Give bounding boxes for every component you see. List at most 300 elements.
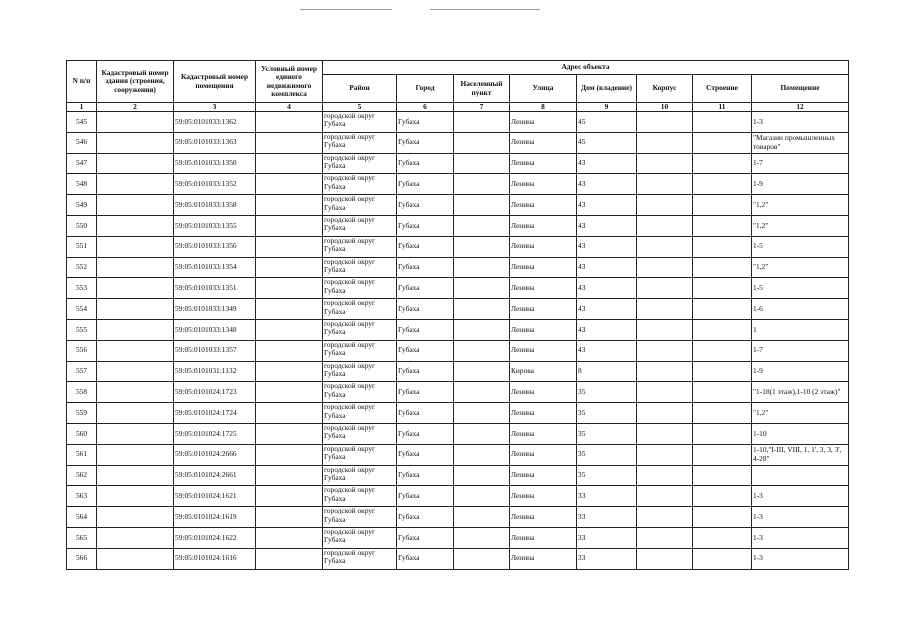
cell-korpus bbox=[637, 236, 693, 257]
cell-korpus bbox=[637, 423, 693, 444]
cell-room-cadastral: 59:05:0101031:1132 bbox=[174, 361, 256, 382]
cell-city: Губаха bbox=[397, 257, 454, 278]
cell-city: Губаха bbox=[397, 465, 454, 486]
table-row bbox=[67, 153, 849, 174]
cell-city: Губаха bbox=[397, 236, 454, 257]
cell-street: Ленина bbox=[510, 195, 577, 216]
cell-street: Ленина bbox=[510, 236, 577, 257]
cell-room: "1,2" bbox=[752, 257, 849, 278]
cell-korpus bbox=[637, 340, 693, 361]
cell-house: 43 bbox=[577, 299, 637, 320]
cell-street: Кирова bbox=[510, 361, 577, 382]
cell-city: Губаха bbox=[397, 548, 454, 569]
table-row bbox=[67, 548, 849, 569]
cell-conditional-number bbox=[256, 465, 323, 486]
cell-conditional-number bbox=[256, 403, 323, 424]
cell-room-cadastral: 59:05:0101033:1363 bbox=[174, 132, 256, 153]
table-row bbox=[67, 486, 849, 507]
cell-building bbox=[693, 112, 752, 133]
cell-number: 564 bbox=[67, 507, 97, 528]
cell-conditional-number bbox=[256, 112, 323, 133]
cell-room-cadastral: 59:05:0101033:1355 bbox=[174, 215, 256, 236]
cell-conditional-number bbox=[256, 444, 323, 465]
cell-korpus bbox=[637, 507, 693, 528]
cell-korpus bbox=[637, 278, 693, 299]
cell-room: 1-3 bbox=[752, 112, 849, 133]
cell-city: Губаха bbox=[397, 340, 454, 361]
cell-conditional-number bbox=[256, 132, 323, 153]
cell-house: 35 bbox=[577, 444, 637, 465]
cell-room-cadastral: 59:05:0101024:1724 bbox=[174, 403, 256, 424]
cell-conditional-number bbox=[256, 174, 323, 195]
column-number: 3 bbox=[174, 103, 256, 112]
cell-street: Ленина bbox=[510, 403, 577, 424]
cell-district: городской округ Губаха bbox=[323, 382, 397, 403]
cell-street: Ленина bbox=[510, 132, 577, 153]
table-row bbox=[67, 527, 849, 548]
cell-district: городской округ Губаха bbox=[323, 319, 397, 340]
cell-district: городской округ Губаха bbox=[323, 486, 397, 507]
header-city: Город bbox=[397, 75, 454, 103]
cell-building bbox=[693, 174, 752, 195]
cell-building-cadastral bbox=[97, 174, 174, 195]
cell-number: 562 bbox=[67, 465, 97, 486]
cell-district: городской округ Губаха bbox=[323, 361, 397, 382]
cell-street: Ленина bbox=[510, 382, 577, 403]
table-row bbox=[67, 361, 849, 382]
cell-number: 550 bbox=[67, 215, 97, 236]
table-row bbox=[67, 382, 849, 403]
cell-korpus bbox=[637, 465, 693, 486]
header-building: Строение bbox=[693, 75, 752, 103]
table-row bbox=[67, 236, 849, 257]
cell-conditional-number bbox=[256, 548, 323, 569]
cell-building-cadastral bbox=[97, 236, 174, 257]
cell-building-cadastral bbox=[97, 319, 174, 340]
cell-building bbox=[693, 507, 752, 528]
cell-settlement bbox=[454, 340, 510, 361]
cell-house: 35 bbox=[577, 382, 637, 403]
cell-district: городской округ Губаха bbox=[323, 403, 397, 424]
cell-district: городской округ Губаха bbox=[323, 507, 397, 528]
table-row bbox=[67, 507, 849, 528]
cell-house: 8 bbox=[577, 361, 637, 382]
cell-street: Ленина bbox=[510, 319, 577, 340]
cell-conditional-number bbox=[256, 527, 323, 548]
cell-room: "Магазин промышленных товаров" bbox=[752, 132, 849, 153]
cell-district: городской округ Губаха bbox=[323, 340, 397, 361]
header-room: Помещение bbox=[752, 75, 849, 103]
cell-house: 43 bbox=[577, 340, 637, 361]
cell-number: 553 bbox=[67, 278, 97, 299]
cell-settlement bbox=[454, 486, 510, 507]
cell-house: 43 bbox=[577, 153, 637, 174]
cell-room-cadastral: 59:05:0101024:2661 bbox=[174, 465, 256, 486]
cell-house: 43 bbox=[577, 278, 637, 299]
cell-building-cadastral bbox=[97, 444, 174, 465]
cell-building bbox=[693, 403, 752, 424]
scan-line-right bbox=[430, 9, 540, 10]
cell-conditional-number bbox=[256, 153, 323, 174]
cell-number: 549 bbox=[67, 195, 97, 216]
cell-conditional-number bbox=[256, 423, 323, 444]
header-house: Дом (владение) bbox=[577, 75, 637, 103]
cell-room-cadastral: 59:05:0101024:2666 bbox=[174, 444, 256, 465]
cell-building bbox=[693, 423, 752, 444]
cell-district: городской округ Губаха bbox=[323, 215, 397, 236]
cell-city: Губаха bbox=[397, 215, 454, 236]
cell-district: городской округ Губаха bbox=[323, 423, 397, 444]
cell-room-cadastral: 59:05:0101024:1621 bbox=[174, 486, 256, 507]
table-row bbox=[67, 215, 849, 236]
cell-korpus bbox=[637, 403, 693, 424]
cell-number: 546 bbox=[67, 132, 97, 153]
cell-city: Губаха bbox=[397, 423, 454, 444]
cell-room-cadastral: 59:05:0101033:1352 bbox=[174, 174, 256, 195]
cell-city: Губаха bbox=[397, 278, 454, 299]
cell-house: 35 bbox=[577, 465, 637, 486]
cell-building-cadastral bbox=[97, 423, 174, 444]
cell-street: Ленина bbox=[510, 444, 577, 465]
cell-room: 1-5 bbox=[752, 278, 849, 299]
cell-district: городской округ Губаха bbox=[323, 278, 397, 299]
cell-house: 33 bbox=[577, 527, 637, 548]
cell-conditional-number bbox=[256, 319, 323, 340]
cell-settlement bbox=[454, 299, 510, 320]
cell-number: 556 bbox=[67, 340, 97, 361]
table-row bbox=[67, 444, 849, 465]
cell-korpus bbox=[637, 132, 693, 153]
cell-district: городской округ Губаха bbox=[323, 465, 397, 486]
cell-building bbox=[693, 153, 752, 174]
cell-number: 565 bbox=[67, 527, 97, 548]
cell-room: 1-3 bbox=[752, 548, 849, 569]
cell-building-cadastral bbox=[97, 403, 174, 424]
cell-korpus bbox=[637, 382, 693, 403]
cell-settlement bbox=[454, 195, 510, 216]
cell-building-cadastral bbox=[97, 382, 174, 403]
header-korpus: Корпус bbox=[637, 75, 693, 103]
cell-korpus bbox=[637, 361, 693, 382]
column-number: 1 bbox=[67, 103, 97, 112]
cell-street: Ленина bbox=[510, 112, 577, 133]
cell-street: Ленина bbox=[510, 278, 577, 299]
header-room-cadastral: Кадастровый номер помещения bbox=[174, 61, 256, 103]
cell-city: Губаха bbox=[397, 153, 454, 174]
table-row bbox=[67, 132, 849, 153]
cell-street: Ленина bbox=[510, 153, 577, 174]
cell-room: 1-5 bbox=[752, 236, 849, 257]
column-number: 6 bbox=[397, 103, 454, 112]
cell-korpus bbox=[637, 195, 693, 216]
cell-number: 551 bbox=[67, 236, 97, 257]
column-number-row bbox=[67, 103, 849, 112]
cell-district: городской округ Губаха bbox=[323, 236, 397, 257]
cell-street: Ленина bbox=[510, 507, 577, 528]
table-row bbox=[67, 174, 849, 195]
cell-conditional-number bbox=[256, 299, 323, 320]
cell-settlement bbox=[454, 215, 510, 236]
cell-building bbox=[693, 444, 752, 465]
cell-conditional-number bbox=[256, 382, 323, 403]
cell-building-cadastral bbox=[97, 195, 174, 216]
cell-building-cadastral bbox=[97, 299, 174, 320]
cell-conditional-number bbox=[256, 340, 323, 361]
cell-room-cadastral: 59:05:0101033:1349 bbox=[174, 299, 256, 320]
cell-building bbox=[693, 382, 752, 403]
cell-house: 35 bbox=[577, 403, 637, 424]
cell-number: 545 bbox=[67, 112, 97, 133]
cell-room-cadastral: 59:05:0101024:1616 bbox=[174, 548, 256, 569]
cell-district: городской округ Губаха bbox=[323, 299, 397, 320]
cell-city: Губаха bbox=[397, 507, 454, 528]
cell-street: Ленина bbox=[510, 257, 577, 278]
cell-korpus bbox=[637, 299, 693, 320]
cell-conditional-number bbox=[256, 215, 323, 236]
table-header bbox=[67, 61, 849, 112]
header-conditional-number: Условный номер единого недвижимого комплекса bbox=[256, 61, 323, 103]
cell-room: "1,2" bbox=[752, 403, 849, 424]
cell-building-cadastral bbox=[97, 507, 174, 528]
cell-settlement bbox=[454, 548, 510, 569]
cell-number: 555 bbox=[67, 319, 97, 340]
cell-settlement bbox=[454, 527, 510, 548]
cell-room-cadastral: 59:05:0101033:1356 bbox=[174, 236, 256, 257]
scan-line-left bbox=[300, 9, 392, 10]
cell-building-cadastral bbox=[97, 257, 174, 278]
cell-city: Губаха bbox=[397, 527, 454, 548]
cell-number: 561 bbox=[67, 444, 97, 465]
cell-district: городской округ Губаха bbox=[323, 112, 397, 133]
cell-street: Ленина bbox=[510, 174, 577, 195]
cell-settlement bbox=[454, 423, 510, 444]
cell-room: 1-7 bbox=[752, 153, 849, 174]
cell-building bbox=[693, 257, 752, 278]
cell-street: Ленина bbox=[510, 340, 577, 361]
cell-building-cadastral bbox=[97, 132, 174, 153]
header-street: Улица bbox=[510, 75, 577, 103]
cell-building-cadastral bbox=[97, 361, 174, 382]
cell-settlement bbox=[454, 382, 510, 403]
cell-city: Губаха bbox=[397, 132, 454, 153]
cell-korpus bbox=[637, 486, 693, 507]
cell-building-cadastral bbox=[97, 548, 174, 569]
cell-korpus bbox=[637, 319, 693, 340]
cell-room: 1 bbox=[752, 319, 849, 340]
cell-district: городской округ Губаха bbox=[323, 132, 397, 153]
cell-room-cadastral: 59:05:0101033:1362 bbox=[174, 112, 256, 133]
cell-street: Ленина bbox=[510, 299, 577, 320]
cell-house: 45 bbox=[577, 112, 637, 133]
header-address: Адрес объекта bbox=[323, 61, 849, 75]
column-number: 8 bbox=[510, 103, 577, 112]
cell-district: городской округ Губаха bbox=[323, 548, 397, 569]
cell-conditional-number bbox=[256, 361, 323, 382]
column-number: 5 bbox=[323, 103, 397, 112]
table-row bbox=[67, 340, 849, 361]
column-number: 4 bbox=[256, 103, 323, 112]
table-row bbox=[67, 195, 849, 216]
cell-building bbox=[693, 236, 752, 257]
cell-building-cadastral bbox=[97, 340, 174, 361]
cell-city: Губаха bbox=[397, 174, 454, 195]
column-number: 9 bbox=[577, 103, 637, 112]
cell-room-cadastral: 59:05:0101033:1351 bbox=[174, 278, 256, 299]
cell-settlement bbox=[454, 444, 510, 465]
cell-conditional-number bbox=[256, 278, 323, 299]
cell-house: 43 bbox=[577, 195, 637, 216]
cell-building bbox=[693, 361, 752, 382]
cell-number: 554 bbox=[67, 299, 97, 320]
cell-number: 560 bbox=[67, 423, 97, 444]
property-table bbox=[66, 60, 849, 570]
cell-korpus bbox=[637, 112, 693, 133]
cell-korpus bbox=[637, 548, 693, 569]
cell-city: Губаха bbox=[397, 486, 454, 507]
cell-house: 35 bbox=[577, 423, 637, 444]
cell-house: 33 bbox=[577, 548, 637, 569]
cell-korpus bbox=[637, 215, 693, 236]
cell-number: 548 bbox=[67, 174, 97, 195]
cell-building bbox=[693, 132, 752, 153]
table-row bbox=[67, 299, 849, 320]
cell-room: 1-7 bbox=[752, 340, 849, 361]
header-num: N п/п bbox=[67, 61, 97, 103]
cell-district: городской округ Губаха bbox=[323, 444, 397, 465]
cell-street: Ленина bbox=[510, 465, 577, 486]
cell-house: 33 bbox=[577, 486, 637, 507]
cell-room: 1-3 bbox=[752, 527, 849, 548]
cell-settlement bbox=[454, 507, 510, 528]
cell-building-cadastral bbox=[97, 112, 174, 133]
cell-room-cadastral: 59:05:0101033:1348 bbox=[174, 319, 256, 340]
cell-street: Ленина bbox=[510, 423, 577, 444]
cell-city: Губаха bbox=[397, 195, 454, 216]
cell-settlement bbox=[454, 403, 510, 424]
cell-city: Губаха bbox=[397, 112, 454, 133]
column-number: 7 bbox=[454, 103, 510, 112]
cell-room: 1-3 bbox=[752, 507, 849, 528]
cell-number: 552 bbox=[67, 257, 97, 278]
cell-building bbox=[693, 548, 752, 569]
cell-korpus bbox=[637, 444, 693, 465]
header-district: Район bbox=[323, 75, 397, 103]
property-register-sheet bbox=[66, 60, 848, 570]
table-row bbox=[67, 423, 849, 444]
cell-room: 1-10 bbox=[752, 423, 849, 444]
cell-number: 559 bbox=[67, 403, 97, 424]
cell-number: 563 bbox=[67, 486, 97, 507]
cell-conditional-number bbox=[256, 236, 323, 257]
cell-building bbox=[693, 195, 752, 216]
cell-settlement bbox=[454, 465, 510, 486]
cell-korpus bbox=[637, 257, 693, 278]
table-row bbox=[67, 112, 849, 133]
cell-building-cadastral bbox=[97, 465, 174, 486]
cell-city: Губаха bbox=[397, 382, 454, 403]
cell-settlement bbox=[454, 132, 510, 153]
cell-street: Ленина bbox=[510, 486, 577, 507]
column-number: 12 bbox=[752, 103, 849, 112]
cell-conditional-number bbox=[256, 507, 323, 528]
cell-city: Губаха bbox=[397, 444, 454, 465]
cell-number: 547 bbox=[67, 153, 97, 174]
cell-district: городской округ Губаха bbox=[323, 527, 397, 548]
cell-conditional-number bbox=[256, 257, 323, 278]
cell-room-cadastral: 59:05:0101024:1622 bbox=[174, 527, 256, 548]
column-number: 2 bbox=[97, 103, 174, 112]
cell-room: "1,2" bbox=[752, 195, 849, 216]
cell-conditional-number bbox=[256, 486, 323, 507]
cell-settlement bbox=[454, 361, 510, 382]
cell-building bbox=[693, 215, 752, 236]
cell-room-cadastral: 59:05:0101033:1357 bbox=[174, 340, 256, 361]
cell-settlement bbox=[454, 236, 510, 257]
cell-number: 566 bbox=[67, 548, 97, 569]
cell-settlement bbox=[454, 319, 510, 340]
cell-number: 558 bbox=[67, 382, 97, 403]
cell-settlement bbox=[454, 257, 510, 278]
cell-building-cadastral bbox=[97, 527, 174, 548]
cell-street: Ленина bbox=[510, 548, 577, 569]
column-number: 11 bbox=[693, 103, 752, 112]
table-body bbox=[67, 112, 849, 570]
cell-building bbox=[693, 340, 752, 361]
table-row bbox=[67, 319, 849, 340]
cell-room-cadastral: 59:05:0101024:1725 bbox=[174, 423, 256, 444]
cell-house: 43 bbox=[577, 215, 637, 236]
cell-district: городской округ Губаха bbox=[323, 257, 397, 278]
cell-building-cadastral bbox=[97, 278, 174, 299]
cell-district: городской округ Губаха bbox=[323, 195, 397, 216]
cell-settlement bbox=[454, 112, 510, 133]
cell-building-cadastral bbox=[97, 153, 174, 174]
cell-house: 43 bbox=[577, 319, 637, 340]
cell-korpus bbox=[637, 153, 693, 174]
cell-room-cadastral: 59:05:0101024:1723 bbox=[174, 382, 256, 403]
cell-room: 1-3 bbox=[752, 486, 849, 507]
cell-room: "1-18(1 этаж),1-10 (2 этаж)" bbox=[752, 382, 849, 403]
table-row bbox=[67, 278, 849, 299]
cell-city: Губаха bbox=[397, 299, 454, 320]
header-settlement: Населенный пункт bbox=[454, 75, 510, 103]
cell-settlement bbox=[454, 174, 510, 195]
cell-room: 1-10,"I-III, VIII, 1, 1', 3, 3, 3', 4-28" bbox=[752, 444, 849, 465]
cell-city: Губаха bbox=[397, 319, 454, 340]
cell-house: 43 bbox=[577, 257, 637, 278]
header-building-cadastral: Кадастровый номер здания (строения, сооружения) bbox=[97, 61, 174, 103]
cell-house: 43 bbox=[577, 236, 637, 257]
cell-conditional-number bbox=[256, 195, 323, 216]
cell-city: Губаха bbox=[397, 361, 454, 382]
cell-settlement bbox=[454, 278, 510, 299]
cell-room-cadastral: 59:05:0101033:1358 bbox=[174, 195, 256, 216]
cell-room-cadastral: 59:05:0101033:1350 bbox=[174, 153, 256, 174]
cell-room-cadastral: 59:05:0101033:1354 bbox=[174, 257, 256, 278]
cell-house: 45 bbox=[577, 132, 637, 153]
cell-street: Ленина bbox=[510, 527, 577, 548]
cell-district: городской округ Губаха bbox=[323, 174, 397, 195]
cell-building bbox=[693, 278, 752, 299]
cell-building bbox=[693, 527, 752, 548]
cell-house: 33 bbox=[577, 507, 637, 528]
cell-settlement bbox=[454, 153, 510, 174]
cell-building-cadastral bbox=[97, 486, 174, 507]
cell-room bbox=[752, 465, 849, 486]
cell-room-cadastral: 59:05:0101024:1619 bbox=[174, 507, 256, 528]
cell-building bbox=[693, 319, 752, 340]
table-row bbox=[67, 465, 849, 486]
